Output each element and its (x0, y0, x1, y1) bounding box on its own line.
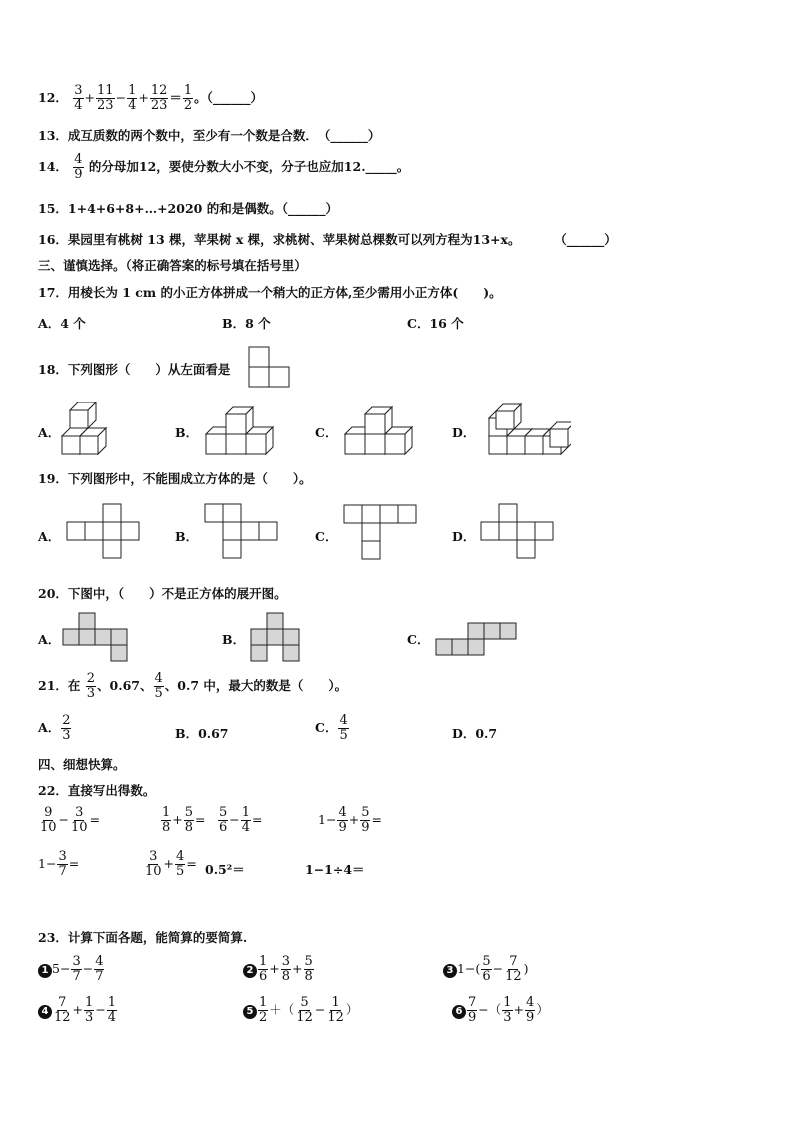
q22-expr-7: 0.5²＝ (205, 862, 245, 877)
q22-expr-8: 1−1÷4＝ (305, 862, 365, 877)
net-square (398, 505, 416, 523)
q20-label-a: A． (38, 632, 61, 647)
section-4-heading: 四、细想快算。 (38, 757, 126, 772)
q19-label-b: B． (175, 529, 199, 544)
q18-figure-b (204, 404, 278, 458)
q22-expr-3: $\frac{5}{6}$ − $\frac{1}{4}$ = (219, 805, 263, 835)
q19-net-a (66, 503, 142, 561)
q17-option-a: A．4 个 (38, 316, 86, 331)
net-square (259, 522, 277, 540)
q19-label-c: C． (315, 529, 338, 544)
q19-net-b (204, 503, 280, 561)
cube-face (385, 434, 405, 454)
cube-face (525, 436, 543, 454)
q20-label-c: C． (407, 632, 430, 647)
question-13: 13．成互质数的两个数中，至少有一个数是合数． （______） (38, 128, 381, 143)
q21-option-a: A． $\frac{2}{3}$ (38, 713, 71, 743)
left-view-figure (248, 346, 292, 388)
net-square (241, 522, 259, 540)
q20-net-b (250, 612, 302, 662)
q18-figure-d (475, 400, 571, 458)
cube-face (246, 434, 266, 454)
question-20: 20．下图中，（ ）不是正方体的展开图。 (38, 586, 287, 601)
net-square (63, 629, 79, 645)
net-square (499, 504, 517, 522)
cube-face (507, 436, 525, 454)
q18-figure-a (60, 402, 122, 458)
q23-problem-2: 2 $\frac{1}{6}$ + $\frac{3}{8}$ + $\frac{5}{8}$ (243, 955, 315, 984)
q23-problem-5: 5 $\frac{1}{2}$ ＋（ $\frac{5}{12}$ − $\frac{1}{12}$ ） (243, 996, 358, 1025)
net-square (452, 639, 468, 655)
net-square (468, 623, 484, 639)
net-square (103, 522, 121, 540)
q18-label-d: D． (452, 425, 476, 440)
net-square (67, 522, 85, 540)
cube-face (206, 434, 226, 454)
net-square (251, 629, 267, 645)
net-square (121, 522, 139, 540)
net-square (267, 629, 283, 645)
q19-net-d (480, 503, 556, 561)
net-square (468, 639, 484, 655)
net-square (436, 639, 452, 655)
question-15: 15．1+4+6+8+…+2020 的和是偶数。（______） (38, 201, 338, 216)
net-square (484, 623, 500, 639)
q23-problem-4: 4 $\frac{7}{12}$ + $\frac{1}{3}$ − $\frac{1}{4}$ (38, 996, 118, 1025)
question-17: 17．用棱长为 1 cm 的小正方体拼成一个稍大的正方体,至少需用小正方体( )。 (38, 285, 502, 300)
q20-label-b: B． (222, 632, 246, 647)
cube-face (489, 436, 507, 454)
q19-label-d: D． (452, 529, 476, 544)
net-square (79, 613, 95, 629)
question-18: 18．下列图形（ ）从左面看是 (38, 362, 231, 377)
net-square (283, 645, 299, 661)
net-square (103, 540, 121, 558)
net-square (535, 522, 553, 540)
net-square (251, 645, 267, 661)
cube-face (365, 414, 385, 434)
net-square (95, 629, 111, 645)
net-square (103, 504, 121, 522)
cube-face (345, 434, 365, 454)
section-3-heading: 三、谨慎选择。（将正确答案的标号填在括号里） (38, 258, 307, 273)
net-square (517, 522, 535, 540)
q18-label-c: C． (315, 425, 338, 440)
question-16: 16．果园里有桃树 13 棵，苹果树 x 棵，求桃树、苹果树总棵数可以列方程为13+x。 （______） (38, 232, 617, 247)
net-square (500, 623, 516, 639)
net-square (481, 522, 499, 540)
q18-figure-c (343, 404, 417, 458)
net-square (223, 522, 241, 540)
q18-label-a: A． (38, 425, 61, 440)
q17-option-c: C．16 个 (407, 316, 464, 331)
cube-face (365, 434, 385, 454)
q20-net-c (435, 622, 519, 658)
q22-expr-4: 1− $\frac{4}{9}$ + $\frac{5}{9}$ = (318, 805, 382, 835)
cube-face (80, 436, 98, 454)
net-square (362, 523, 380, 541)
cube-face (226, 414, 246, 434)
cube-top (550, 422, 571, 429)
cube-face (226, 434, 246, 454)
cube-face (550, 429, 568, 447)
q17-option-b: B．8 个 (222, 316, 271, 331)
q23-problem-3: 3 1−( $\frac{5}{6}$ − $\frac{7}{12}$ ) (443, 955, 529, 984)
q22-expr-5: 1− $\frac{3}{7}$ = (38, 849, 80, 879)
net-square (111, 629, 127, 645)
q23-problem-6: 6 $\frac{7}{9}$ −（ $\frac{1}{3}$ + $\frac{4}{9}$ ） (452, 996, 549, 1025)
circled-number: 1 (38, 964, 52, 978)
q18-label-b: B． (175, 425, 199, 440)
q22-expr-6: $\frac{3}{10}$ + $\frac{4}{5}$ = (145, 849, 197, 879)
q23-problem-1: 1 5− $\frac{3}{7}$ − $\frac{4}{7}$ (38, 955, 105, 984)
cube-face (496, 411, 514, 429)
net-square (283, 629, 299, 645)
q21-option-d: D．0.7 (452, 726, 498, 741)
net-square (205, 504, 223, 522)
q21-option-c: C． $\frac{4}{5}$ (315, 713, 348, 743)
net-square (380, 505, 398, 523)
q19-net-c (343, 504, 419, 562)
net-square (344, 505, 362, 523)
question-12: 12． $\frac{3}{4}$ + $\frac{11}{23}$ − $\frac{1}{4}$ + $\frac{12}{23}$ ＝ $\frac{1}{2}$ 。（______） (38, 83, 263, 113)
net-square (111, 645, 127, 661)
net-square (223, 504, 241, 522)
question-14: 14． $\frac{4}{9}$ 的分母加12，要使分数大小不变，分子也应加12._____。 (38, 152, 410, 182)
question-22: 22．直接写出得数。 (38, 783, 156, 798)
net-square (362, 541, 380, 559)
question-23: 23．计算下面各题，能简算的要简算. (38, 930, 248, 945)
net-square (79, 629, 95, 645)
q22-expr-2: $\frac{1}{8}$ + $\frac{5}{8}$ = (162, 805, 206, 835)
net-square (267, 613, 283, 629)
q21-option-b: B．0.67 (175, 726, 229, 741)
q19-label-a: A． (38, 529, 61, 544)
cube-face (62, 436, 80, 454)
net-square (517, 540, 535, 558)
net-square (499, 522, 517, 540)
q22-expr-1: $\frac{9}{10}$ − $\frac{3}{10}$ = (40, 805, 101, 835)
question-21: 21．在 $\frac{2}{3}$ 、0.67、 $\frac{4}{5}$ 、0.7 中，最大的数是（ ）。 (38, 671, 348, 701)
net-square (362, 505, 380, 523)
net-square (85, 522, 103, 540)
net-square (223, 540, 241, 558)
question-19: 19．下列图形中，不能围成立方体的是（ ）。 (38, 471, 312, 486)
q20-net-a (62, 612, 130, 662)
cube-face (70, 410, 88, 428)
fraction: $\frac{3}{4}$ (74, 83, 83, 113)
